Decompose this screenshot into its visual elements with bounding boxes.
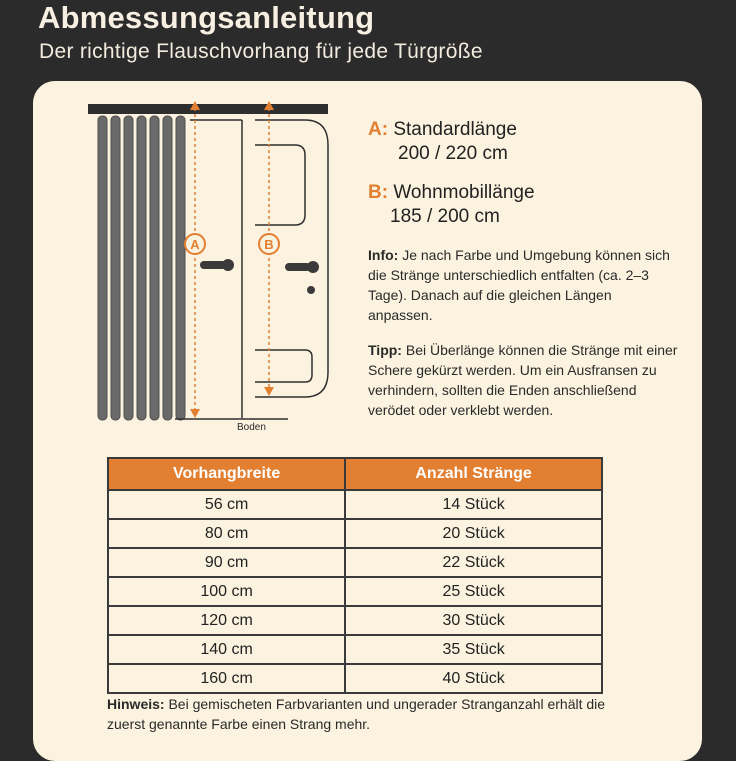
- size-table: [107, 457, 603, 694]
- curtain-strand: [176, 116, 185, 420]
- table-row: [108, 577, 602, 606]
- table-cell: 35 Stück: [345, 635, 602, 664]
- tip-label: Tipp:: [368, 342, 402, 358]
- table-row: [108, 548, 602, 577]
- table-cell: 160 cm: [108, 664, 345, 693]
- tip-paragraph: [368, 340, 678, 420]
- table-row: [108, 635, 602, 664]
- marker-b-text: B: [264, 237, 274, 252]
- table-header-row: [108, 458, 602, 490]
- note-label: Hinweis:: [107, 696, 165, 712]
- curtain-strands: [98, 116, 185, 420]
- page-title: Abmessungsanleitung: [38, 0, 375, 35]
- table-cell: 120 cm: [108, 606, 345, 635]
- curtain-strand: [150, 116, 159, 420]
- marker-a-text: A: [190, 237, 200, 252]
- measure-a-letter: A:: [368, 119, 389, 140]
- note-paragraph: [107, 694, 627, 734]
- info-label: Info:: [368, 247, 399, 263]
- measure-b-value: 185 / 200 cm: [390, 206, 500, 227]
- page-subtitle: Der richtige Flauschvorhang für jede Türgröße: [39, 40, 483, 63]
- curtain-strand: [111, 116, 120, 420]
- measure-a-label: Standardlänge: [393, 119, 517, 140]
- table-row: [108, 664, 602, 693]
- table-cell: 56 cm: [108, 490, 345, 519]
- column-header: Anzahl Stränge: [345, 458, 602, 490]
- measure-b-letter: B:: [368, 182, 389, 203]
- measure-a-value: 200 / 220 cm: [398, 143, 508, 164]
- curtain-rail: [88, 104, 328, 114]
- curtain-strand: [124, 116, 133, 420]
- table-cell: 20 Stück: [345, 519, 602, 548]
- curtain-strand: [98, 116, 107, 420]
- table-cell: 140 cm: [108, 635, 345, 664]
- curtain-strand: [163, 116, 172, 420]
- note-text: Bei gemischeten Farbvarianten und ungerader Stranganzahl erhält die zuerst genannte Farbe einen Strang mehr.: [107, 696, 606, 732]
- table-cell: 90 cm: [108, 548, 345, 577]
- table-cell: 22 Stück: [345, 548, 602, 577]
- measure-b: [368, 181, 535, 229]
- table-cell: 14 Stück: [345, 490, 602, 519]
- column-header: Vorhangbreite: [108, 458, 345, 490]
- table-cell: 80 cm: [108, 519, 345, 548]
- table-cell: 100 cm: [108, 577, 345, 606]
- table-cell: 30 Stück: [345, 606, 602, 635]
- door-handle-a: [200, 259, 234, 271]
- info-text: Je nach Farbe und Umgebung können sich die Stränge unterschiedlich entfalten (ca. 2–3 Tage). Danach auf die gleichen Längen anpassen.: [368, 247, 670, 323]
- tip-text: Bei Überlänge können die Stränge mit einer Schere gekürzt werden. Um ein Ausfransen zu verhindern, sollten die Enden anschließend verödet oder verklebt werden.: [368, 342, 678, 418]
- arrow-down-icon: [264, 387, 274, 396]
- info-paragraph: [368, 245, 678, 325]
- curtain-strand: [137, 116, 146, 420]
- door-handle-b: [285, 261, 319, 294]
- table-cell: 25 Stück: [345, 577, 602, 606]
- arrow-down-icon: [190, 409, 200, 418]
- table-row: [108, 606, 602, 635]
- table-cell: 40 Stück: [345, 664, 602, 693]
- table-row: [108, 519, 602, 548]
- motorhome-door: [255, 120, 328, 397]
- floor-label: Boden: [237, 422, 266, 433]
- measure-a: [368, 118, 517, 166]
- table-row: [108, 490, 602, 519]
- measure-b-label: Wohnmobillänge: [393, 182, 535, 203]
